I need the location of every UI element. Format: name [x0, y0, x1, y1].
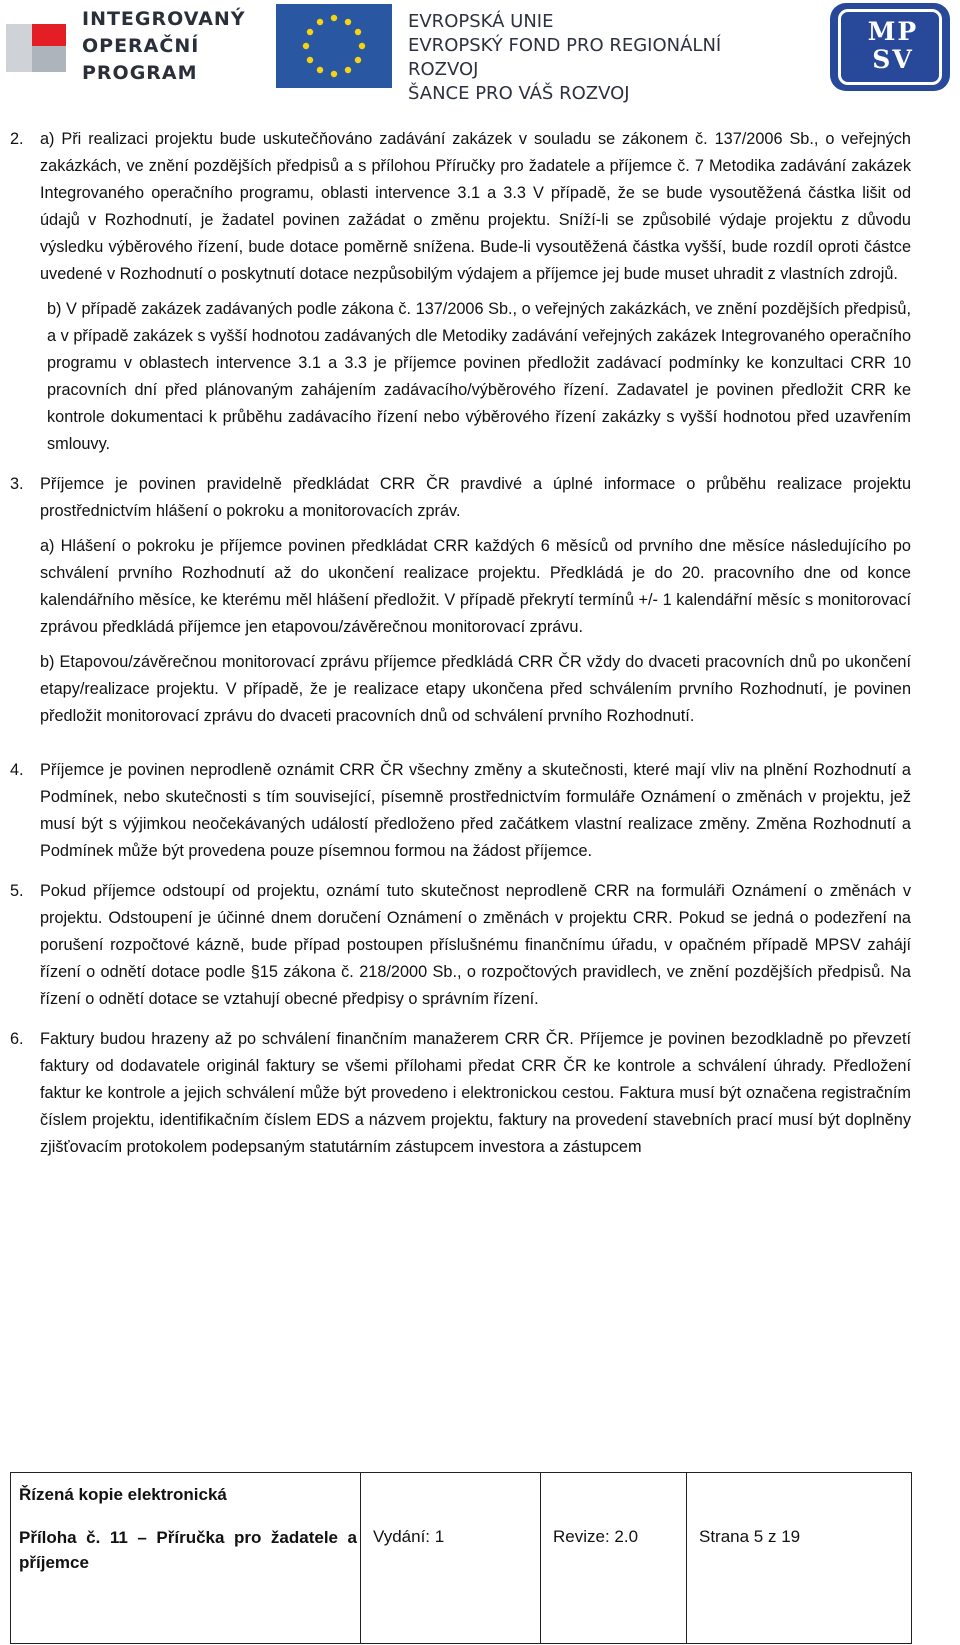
paragraph: Pokud příjemce odstoupí od projektu, oznámí tuto skutečnost neprodleně CRR na formuláři Oznámení o změnách v projektu. Odstoupení je účinné dnem doručení Oznámení o změnách v projektu CRR. Pokud se jedná o podezření na porušení rozpočtové kázně, bude případ postoupen příslušnému finančnímu úřadu, v opačném případě MPSV zahájí řízení o odnětí dotace podle §15 zákona č. 218/2000 Sb., o rozpočtových pravidlech, ve znění pozdějších předpisů. Na řízení o odnětí dotace se vztahují obecné předpisy o správním řízení. [40, 882, 911, 1008]
eu-logo [276, 4, 796, 104]
iop-logo-text: INTEGROVANÝ OPERAČNÍ PROGRAM [82, 8, 246, 84]
iop-logo-icon [6, 24, 66, 72]
footer-subtitle: Příloha č. 11 – Příručka pro žadatele a příjemce [19, 1528, 357, 1572]
paragraph: Příjemce je povinen pravidelně předkládat CRR ČR pravdivé a úplné informace o průběhu realizace projektu prostřednictvím hlášení o pokroku a monitorovacích zpráv. [40, 475, 911, 520]
footer-title: Řízená kopie elektronická [19, 1485, 227, 1504]
iop-logo [6, 4, 258, 92]
item-number: 2. [10, 130, 24, 148]
paragraph: Příjemce je povinen neprodleně oznámit CRR ČR všechny změny a skutečnosti, které mají vliv na plnění Rozhodnutí a Podmínek, nebo skutečnosti s tím související, písemně prostřednictvím formuláře Oznámení o změnách v projektu, jež musí být s výjimkou neočekávaných událostí předloženo před začátkem vlastní realizace změny. Změna Rozhodnutí a Podmínek může být provedena pouze písemnou formou na žádost příjemce. [40, 761, 911, 860]
document-body [0, 126, 960, 1174]
paragraph: a) Při realizaci projektu bude uskutečňováno zadávání zakázek v souladu se zákonem č. 137/2006 Sb., o veřejných zakázkách, ve znění pozdějších předpisů a s přílohou Příručky pro žadatele a příjemce č. 7 Metodika zadávání zakázek Integrovaného operačního programu, oblasti intervence 3.1 a 3.3 V případě, že se bude vysoutěžená částka lišit od údajů v Rozhodnutí, je žadatel povinen zažádat o změnu projektu. Sníží-li se způsobilé výdaje projektu z důvodu výsledku výběrového řízení, bude dotace poměrně snížena. Bude-li vysoutěžená částka vyšší, bude rozdíl oproti částce uvedené v Rozhodnutí o poskytnutí dotace nezpůsobilým výdajem a příjemce jej bude muset uhradit z vlastních zdrojů. [40, 130, 911, 283]
eu-logo-text: EVROPSKÁ UNIE EVROPSKÝ FOND PRO REGIONÁLNÍ ROZVOJ ŠANCE PRO VÁŠ ROZVOJ [408, 11, 722, 104]
paragraph: Faktury budou hrazeny až po schválení finančním manažerem CRR ČR. Příjemce je povinen bezodkladně po převzetí faktury od dodavatele originál faktury se všemi přílohami předat CRR ČR ke kontrole a schválení úhrady. Předložení faktur ke kontrole a jejich schválení může být provedeno i elektronickou cestou. Faktura musí být označena registračním číslem projektu, identifikačním číslem EDS a názvem projektu, faktury na provedení stavebních prací musí být doplněny zjišťovacím protokolem podepsaným statutárním zástupcem investora a zástupcem [40, 1030, 911, 1156]
item-number: 5. [10, 882, 24, 900]
mpsv-logo [830, 3, 954, 95]
list-item-2 [0, 126, 960, 458]
paragraph: b) V případě zakázek zadávaných podle zákona č. 137/2006 Sb., o veřejných zakázkách, ve znění pozdějších předpisů, a v případě zakázek s vyšší hodnotou zadávaných dle Metodiky zadávání veřejných zakázek Integrovaného operačního programu v oblastech intervence 3.1 a 3.3 je příjemce povinen předložit zadávací podmínky ke konzultaci CRR 10 pracovních dní před plánovaným zahájením zadávacího/výběrového řízení. Zadavatel je povinen předložit CRR ke kontrole dokumentaci k průběhu zadávacího řízení nebo výběrového řízení zakázky s vyšší hodnotou před uzavřením smlouvy. [47, 300, 911, 453]
footer-revision: Revize: 2.0 [553, 1527, 639, 1546]
footer-page-cell [687, 1473, 911, 1643]
page-header [0, 0, 960, 104]
list-item-5 [0, 878, 960, 1013]
mpsv-logo-text: MP SV [867, 17, 919, 74]
footer-revision-cell [541, 1473, 687, 1643]
list-item-3 [0, 471, 960, 730]
footer-title-cell [11, 1473, 361, 1643]
document-footer [10, 1472, 912, 1644]
eu-flag-icon [276, 4, 392, 88]
paragraph: a) Hlášení o pokroku je příjemce povinen předkládat CRR každých 6 měsíců od prvního dne měsíce následujícího po schválení prvního Rozhodnutí až do ukončení realizace projektu. Předkládá je do 20. pracovního dne od konce kalendářního měsíce, ke kterému měl hlášení předložit. V případě překrytí termínů +/- 1 kalendářní měsíc s monitorovací zprávou předkládá příjemce jen etapovou/závěrečnou monitorovací zprávu. [40, 537, 911, 636]
paragraph: b) Etapovou/závěrečnou monitorovací zprávu příjemce předkládá CRR ČR vždy do dvaceti pracovních dnů po ukončení etapy/realizace projektu. V případě, že je realizace etapy ukončena před schválením prvního Rozhodnutí, je povinen předložit monitorovací zprávu do dvaceti pracovních dnů od schválení prvního Rozhodnutí. [40, 653, 911, 725]
list-item-6 [0, 1026, 960, 1161]
list-item-4 [0, 757, 960, 865]
footer-issue: Vydání: 1 [373, 1527, 445, 1546]
item-number: 4. [10, 761, 24, 779]
item-number: 3. [10, 475, 24, 493]
item-number: 6. [10, 1030, 24, 1048]
footer-issue-cell [361, 1473, 541, 1643]
footer-page-number: Strana 5 z 19 [699, 1527, 801, 1546]
